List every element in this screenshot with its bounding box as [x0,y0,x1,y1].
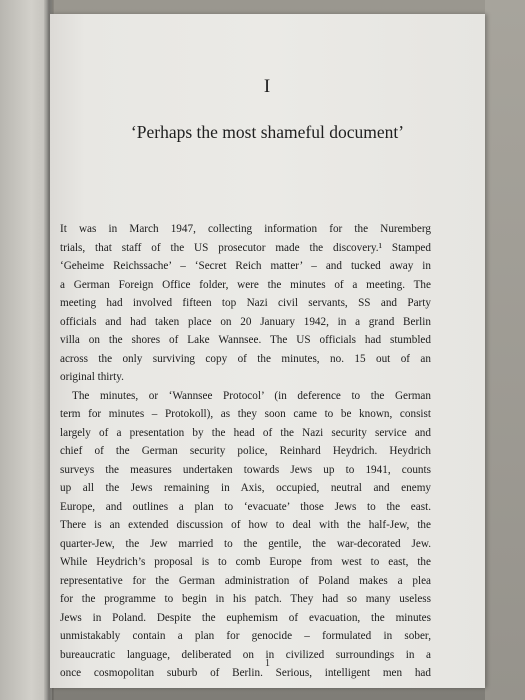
text-line: meeting had involved fifteen top Nazi civil servants, SS and Party [60,297,431,309]
body-text [60,220,431,683]
chapter-title: ‘Perhaps the most shameful document’ [130,122,405,142]
text-line: Jews in Poland. Despite the euphemism of evacuation, the minutes [60,611,431,624]
text-line: original thirty. [60,371,124,383]
text-line: once cosmopolitan suburb of Berlin. Serious, intelligent men had [60,667,431,679]
text-line: It was in March 1947, collecting information for the Nuremberg [60,223,431,235]
text-line: Europe, and outlines a plan to ‘evacuate’ those Jews to the east. [60,500,431,513]
text-line: a German Foreign Office folder, were the minutes of a meeting. The [60,278,431,291]
page-number: 1 [265,658,270,669]
book-page [50,14,485,688]
text-line: villa on the shores of Lake Wannsee. The US officials had stumbled [60,334,431,346]
text-line: across the only surviving copy of the minutes, no. 15 out of an [60,352,431,365]
text-line: trials, that staff of the US prosecutor made the discovery.¹ Stamped [60,241,431,254]
right-background [485,0,525,700]
text-line: for the programme to begin in his patch. They had so many useless [60,593,431,605]
text-line: officials and had taken place on 20 January 1942, in a grand Berlin [60,315,431,328]
text-line: representative for the German administration of Poland makes a plea [60,574,431,587]
text-line: surveys the measures undertaken towards Jews up to 1941, counts [60,463,431,476]
chapter-number: I [263,76,272,97]
text-line: largely of a presentation by the head of the Nazi security service and [60,426,431,439]
text-line: quarter-Jew, the Jew married to the gentile, the war-decorated Jew. [60,537,431,550]
text-line: unmistakably contain a plan for genocide – formulated in sober, [60,630,431,642]
text-line: While Heydrich’s proposal is to comb Europe from west to east, the [60,556,431,568]
text-line: ‘Geheime Reichssache’ – ‘Secret Reich matter’ – and tucked away in [60,260,431,272]
text-line: chief of the German security police, Reinhard Heydrich. Heydrich [60,445,431,457]
text-line: up all the Jews remaining in Axis, occupied, neutral and enemy [60,482,431,494]
text-line: There is an extended discussion of how to deal with the half-Jew, the [60,519,431,531]
text-line: bureaucratic language, deliberated on in civilized surroundings in a [60,648,431,661]
text-line: The minutes, or ‘Wannsee Protocol’ (in deference to the German [72,389,431,402]
text-line: term for minutes – Protokoll), as they soon came to be known, consist [60,408,431,420]
